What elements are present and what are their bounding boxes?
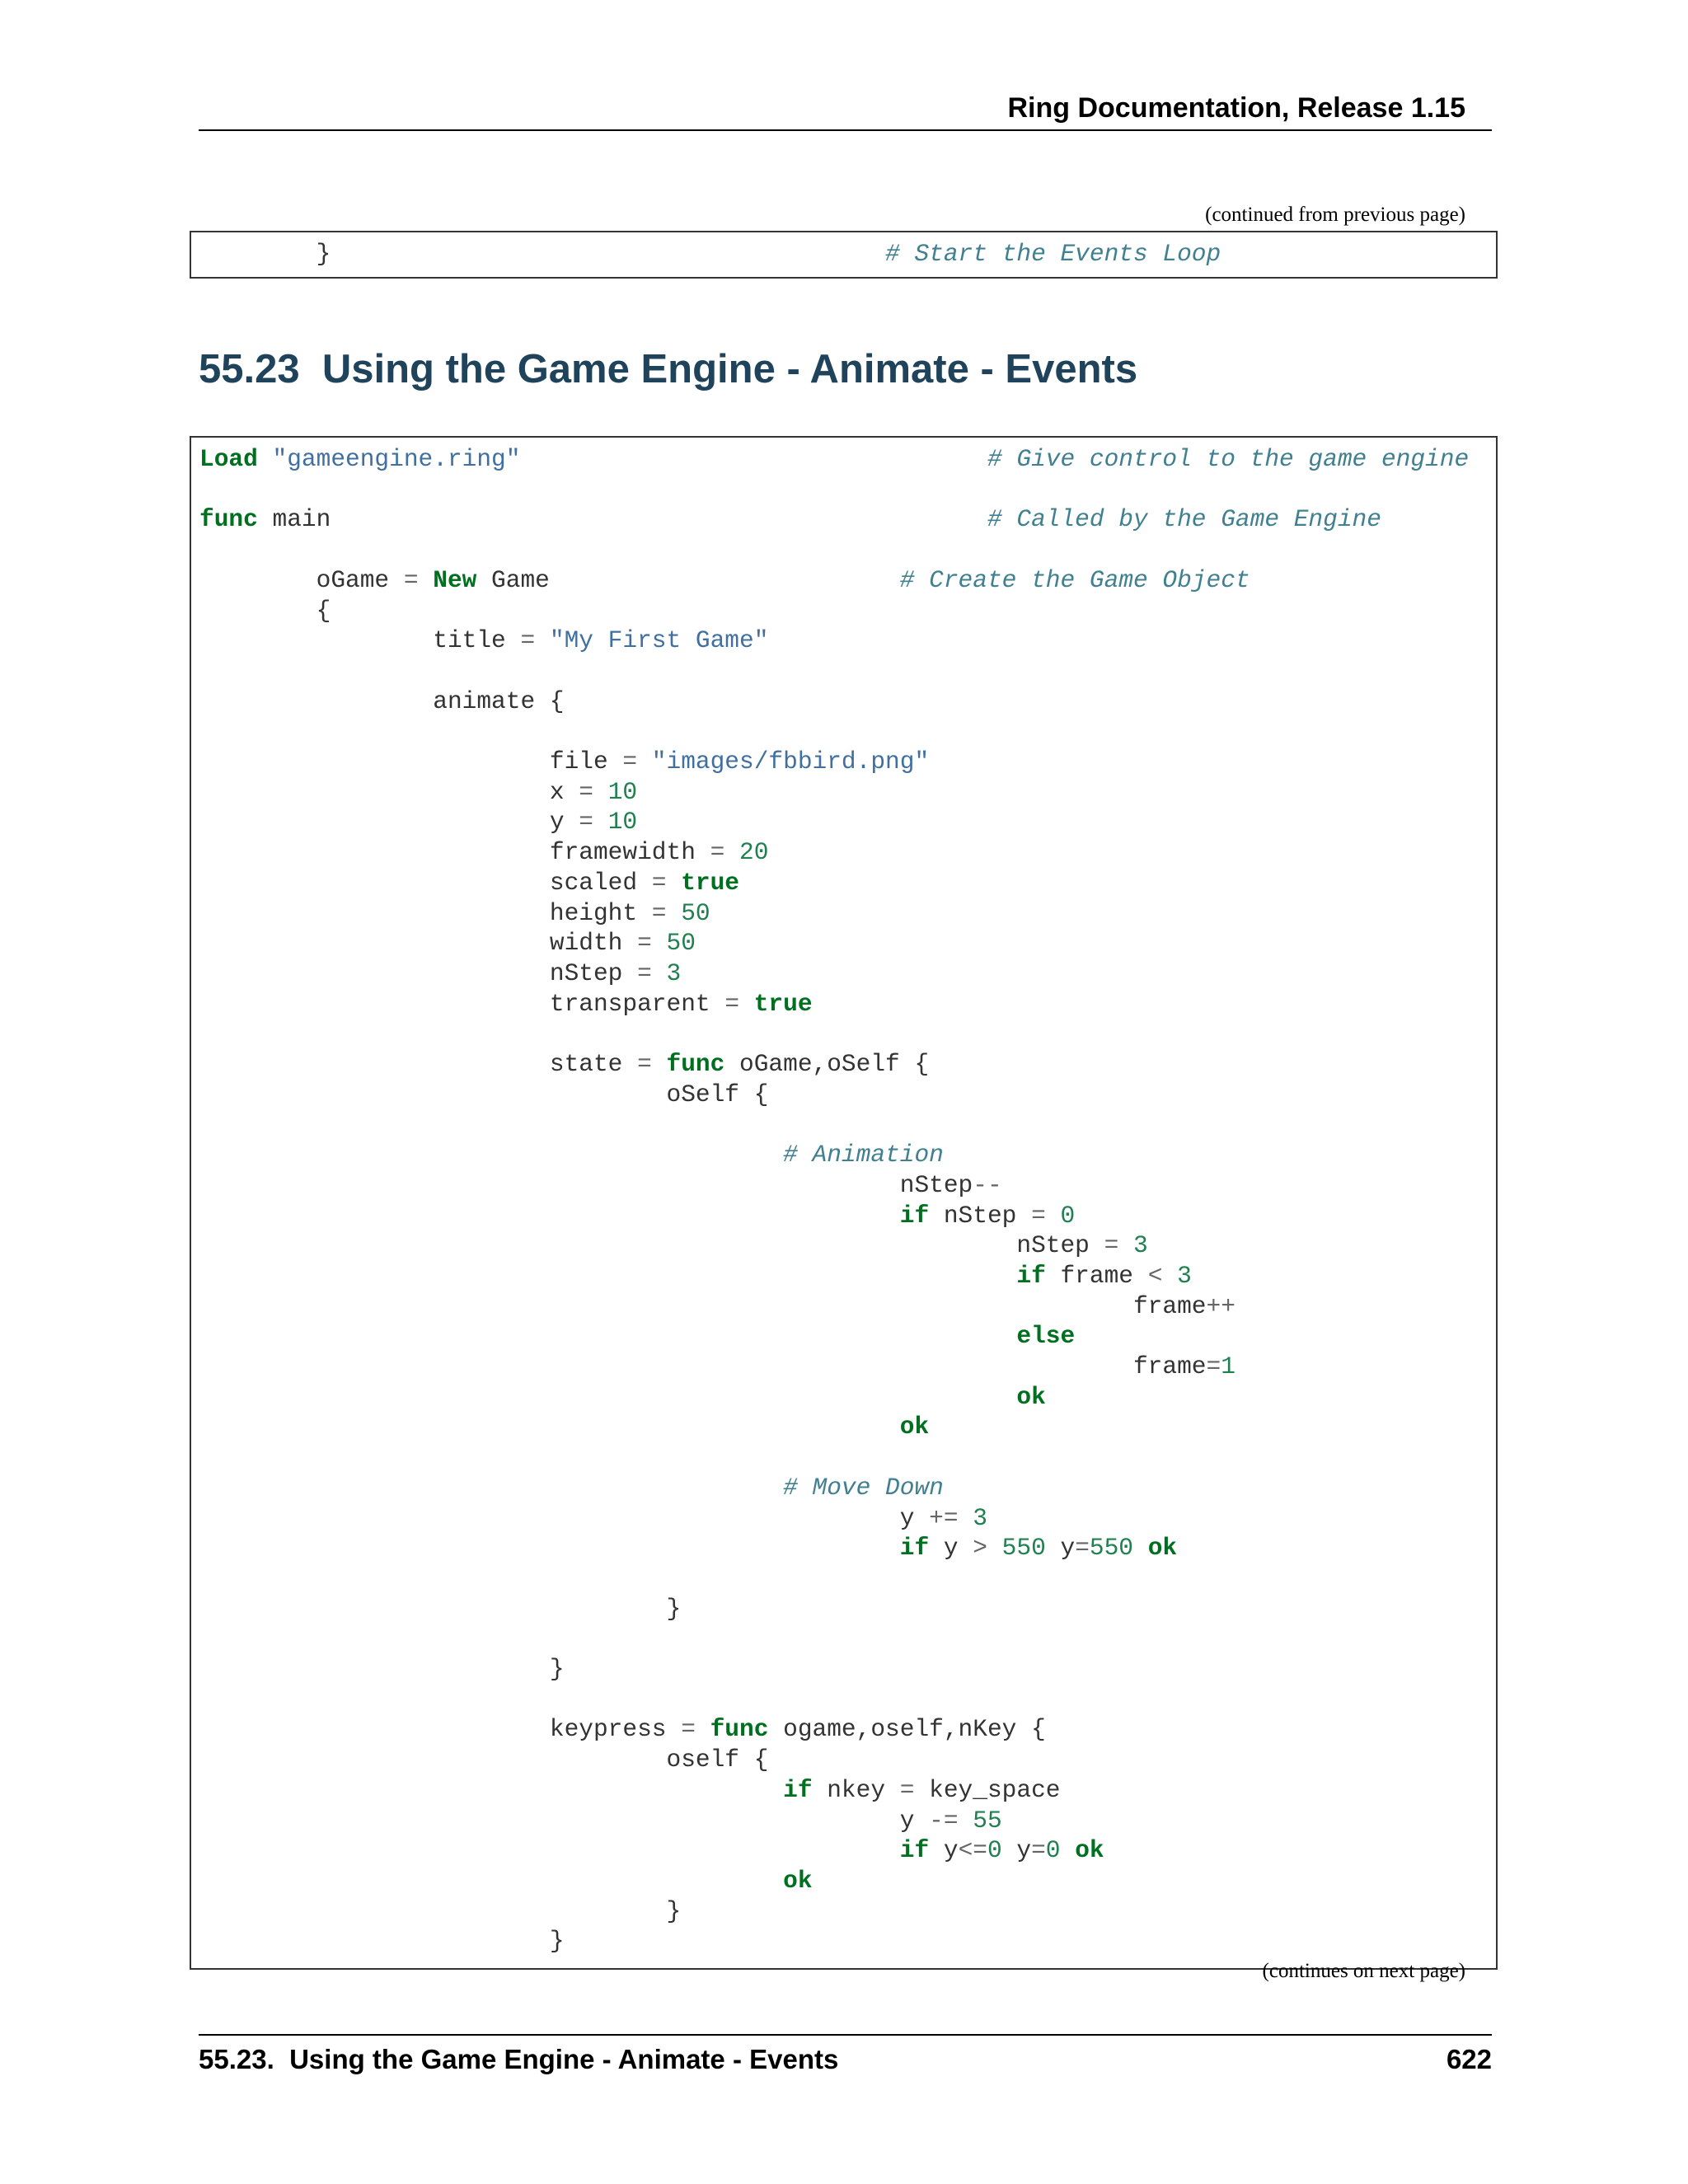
code-token: } (199, 1655, 565, 1683)
code-token: "My First Game" (549, 626, 769, 655)
code-token (637, 748, 652, 776)
code-line (199, 444, 1469, 475)
footer-section-title: 55.23. Using the Game Engine - Animate - Events (199, 2044, 839, 2074)
code-line (199, 1201, 1075, 1231)
code-token (652, 959, 667, 987)
code-token: 550 (1089, 1534, 1133, 1563)
code-line (199, 898, 710, 929)
code-token: framewidth (199, 838, 710, 867)
code-token (739, 990, 754, 1018)
code-token: y (1001, 1836, 1032, 1865)
code-token: 3 (666, 958, 682, 987)
code-line (199, 1080, 768, 1110)
code-token: 3 (1133, 1231, 1148, 1260)
code-token: Game (476, 565, 550, 594)
code-token: func (666, 1050, 725, 1078)
code-token (593, 808, 608, 836)
code-token: if (899, 1836, 930, 1865)
code-token: state (199, 1050, 638, 1078)
code-token: if (783, 1775, 813, 1804)
code-token: y (199, 808, 579, 837)
code-token: if (899, 1534, 930, 1563)
code-token: "images/fbbird.png" (651, 748, 930, 776)
code-token (987, 1534, 1002, 1562)
code-token: key_space (914, 1775, 1061, 1804)
code-token: else (1016, 1322, 1076, 1351)
code-line (199, 1503, 987, 1534)
code-token: } (199, 240, 331, 268)
code-line (199, 1775, 1060, 1806)
code-line (199, 928, 696, 958)
code-line (199, 868, 739, 898)
code-token: Load (199, 445, 258, 473)
code-token: = (651, 898, 667, 927)
code-line (199, 1049, 929, 1080)
code-line (199, 1321, 1075, 1352)
code-token: x (199, 777, 579, 806)
code-token: < (1147, 1261, 1163, 1290)
code-token: true (681, 868, 740, 897)
code-token (258, 445, 273, 473)
code-token (199, 1474, 783, 1502)
page-header-title: Ring Documentation, Release 1.15 (1007, 92, 1465, 124)
code-token: 50 (681, 898, 710, 927)
code-token: frame (1045, 1261, 1148, 1290)
code-token: 550 (1001, 1534, 1046, 1563)
code-token: y (929, 1836, 959, 1865)
code-token (199, 1534, 900, 1562)
code-line (199, 1745, 768, 1775)
code-token: func (199, 505, 258, 534)
code-line (199, 747, 929, 777)
code-token (696, 1715, 710, 1743)
code-token: > (973, 1534, 987, 1563)
code-line (199, 1866, 813, 1896)
code-token: # Create the Game Object (899, 565, 1250, 594)
code-token: } (199, 1927, 565, 1956)
code-token (199, 1383, 1016, 1411)
code-token: = (1206, 1352, 1221, 1380)
code-token: 20 (739, 838, 769, 867)
code-token: nStep (929, 1201, 1032, 1230)
code-token (1133, 1534, 1148, 1562)
code-token: frame (199, 1291, 1207, 1320)
code-token: oSelf { (199, 1080, 769, 1108)
code-line (199, 1352, 1236, 1382)
code-token: ok (1147, 1534, 1178, 1563)
code-token (724, 838, 739, 866)
code-token: nStep (199, 958, 638, 987)
code-token: = (637, 1050, 652, 1078)
code-token: y (1045, 1534, 1076, 1563)
code-token: = (1104, 1231, 1119, 1260)
code-line (199, 687, 565, 717)
code-line (199, 1835, 1104, 1866)
code-token: # Start the Events Loop (885, 240, 1221, 268)
code-token: height (199, 898, 652, 927)
code-token: oself { (199, 1746, 769, 1774)
code-line (199, 1714, 1046, 1745)
code-token (199, 1413, 900, 1441)
code-token: = (681, 1715, 696, 1744)
code-token: = (1031, 1836, 1046, 1865)
code-line (199, 239, 1221, 269)
section-title: 55.23 Using the Game Engine - Animate - Events (199, 347, 1138, 391)
code-block-main (190, 436, 1498, 1970)
code-token (535, 626, 550, 654)
code-line (199, 1140, 944, 1170)
code-token: true (753, 989, 813, 1018)
code-token (667, 899, 682, 927)
code-line (199, 1654, 565, 1685)
code-token (199, 1262, 1016, 1290)
code-token: 50 (666, 929, 696, 958)
code-line (199, 1230, 1148, 1261)
code-token (419, 566, 434, 594)
code-line (199, 1926, 565, 1957)
code-line (199, 807, 637, 837)
code-token (652, 1050, 667, 1078)
code-token: "gameengine.ring" (272, 445, 521, 473)
code-token: -= (929, 1806, 959, 1835)
code-line (199, 1261, 1192, 1291)
code-token: ok (1016, 1382, 1046, 1411)
continues-on-note: (continues on next page) (1262, 1960, 1465, 1982)
code-token: 55 (973, 1806, 1002, 1835)
code-token: 3 (1177, 1261, 1192, 1290)
code-token (959, 1807, 973, 1835)
code-token: 3 (973, 1503, 987, 1532)
code-line (199, 958, 681, 989)
code-token (550, 566, 900, 594)
code-token: y (199, 1806, 930, 1835)
code-token: = (899, 1775, 915, 1804)
code-token: animate { (199, 687, 565, 715)
code-line (199, 1896, 681, 1927)
code-token: 10 (607, 777, 638, 806)
code-token: New (433, 565, 477, 594)
code-token: ok (899, 1413, 930, 1441)
code-token: if (1016, 1261, 1046, 1290)
code-token: oGame (199, 565, 404, 594)
code-token (1118, 1231, 1133, 1259)
code-token: keypress (199, 1715, 682, 1744)
code-token (652, 929, 667, 957)
code-token: frame (199, 1352, 1207, 1380)
code-token: 0 (987, 1836, 1002, 1865)
code-token (199, 1867, 783, 1895)
code-token: file (199, 748, 623, 776)
code-token: 1 (1221, 1352, 1236, 1380)
code-token (199, 1836, 900, 1864)
code-token: } (199, 1896, 682, 1925)
code-token: ++ (1206, 1291, 1236, 1320)
code-token: = (1031, 1201, 1046, 1230)
code-token: = (579, 777, 593, 806)
code-token: # Called by the Game Engine (987, 505, 1381, 534)
code-token: # Animation (783, 1141, 944, 1169)
code-token: oGame,oSelf { (724, 1050, 930, 1078)
code-token: width (199, 929, 638, 958)
code-line (199, 504, 1381, 535)
code-block-top (190, 231, 1498, 279)
header-rule (199, 129, 1492, 131)
code-token: # Give control to the game engine (987, 445, 1470, 473)
code-token (199, 1202, 900, 1230)
code-token: ok (783, 1866, 813, 1895)
code-token: main (257, 505, 331, 534)
code-token: if (899, 1201, 930, 1230)
code-token: = (651, 868, 667, 897)
code-token: -- (973, 1170, 1002, 1199)
page-number: 622 (1446, 2044, 1492, 2074)
code-token: = (1075, 1534, 1090, 1563)
code-token: += (929, 1503, 959, 1532)
code-token: = (637, 929, 652, 958)
code-token (1162, 1262, 1177, 1290)
code-token (593, 778, 608, 806)
code-token: nStep (199, 1170, 973, 1199)
code-line (199, 989, 813, 1019)
code-line (199, 1412, 929, 1442)
code-token: 0 (1060, 1201, 1076, 1230)
code-token (520, 445, 987, 473)
code-token: y (199, 1503, 930, 1532)
code-line (199, 1533, 1177, 1563)
code-token: y (929, 1534, 973, 1563)
code-token: ogame,oself,nKey { (768, 1715, 1046, 1744)
code-line (199, 1806, 1002, 1836)
code-line (199, 1170, 1002, 1201)
code-token (331, 240, 885, 268)
code-token: 10 (607, 808, 638, 837)
code-token: = (710, 838, 725, 867)
code-line (199, 626, 768, 656)
code-line (199, 565, 1250, 596)
code-token: transparent (199, 989, 725, 1018)
code-line (199, 596, 331, 626)
code-token (1046, 1202, 1061, 1230)
code-line (199, 1382, 1046, 1413)
code-token: 0 (1045, 1836, 1061, 1865)
code-token: nStep (199, 1231, 1104, 1260)
code-line (199, 1291, 1236, 1322)
code-token: = (622, 748, 638, 776)
code-token: = (403, 565, 419, 594)
code-token: = (520, 626, 536, 655)
code-token: func (710, 1715, 769, 1744)
continued-from-note: (continued from previous page) (1205, 204, 1465, 226)
code-line (199, 837, 768, 868)
code-token (959, 1504, 973, 1532)
code-line (199, 1473, 944, 1503)
code-token: = (637, 958, 652, 987)
code-token: ok (1075, 1836, 1104, 1865)
code-token: = (724, 989, 740, 1018)
code-line (199, 1594, 681, 1624)
code-token (667, 869, 682, 897)
code-token (199, 1322, 1016, 1350)
code-token: } (199, 1594, 682, 1623)
code-line (199, 777, 637, 808)
code-token: scaled (199, 868, 652, 897)
code-token (199, 1141, 783, 1169)
code-token: # Move Down (783, 1473, 944, 1502)
code-token: <= (958, 1836, 987, 1865)
code-token: title (199, 626, 521, 655)
code-token (1060, 1836, 1075, 1864)
code-token (331, 505, 987, 533)
code-token: nkey (812, 1775, 900, 1804)
code-token: = (579, 808, 593, 837)
code-token (199, 1776, 783, 1804)
code-token: { (199, 596, 331, 625)
footer-rule (199, 2034, 1492, 2036)
